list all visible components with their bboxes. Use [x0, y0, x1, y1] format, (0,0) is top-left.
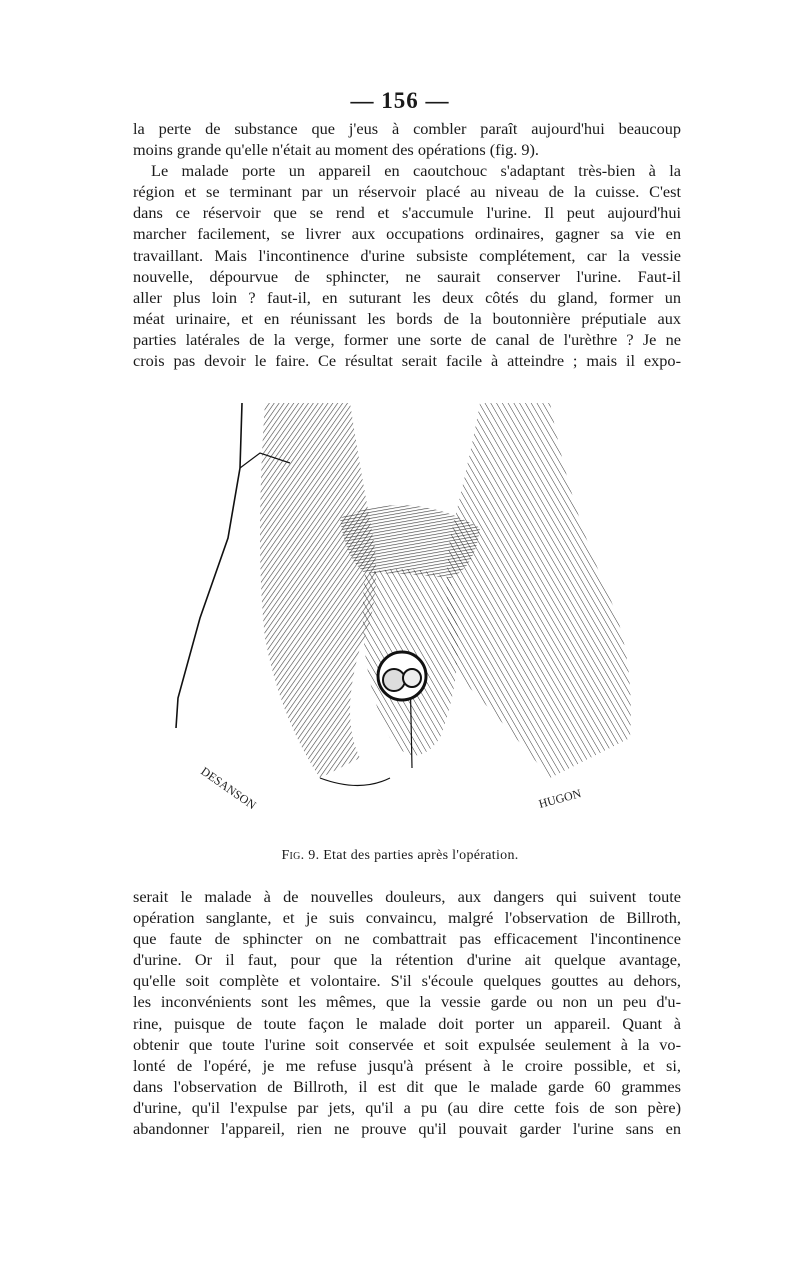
text-line: parties latérales de la verge, former une sorte de canal de l'urèthre ? Je ne: [133, 329, 681, 349]
figure-caption: [0, 848, 800, 864]
text-line: rine, puisque de toute façon le malade doit porter un appareil. Quant à: [133, 1013, 681, 1033]
text-line: travaillant. Mais l'incontinence d'urine subsiste complétement, car la vessie: [133, 245, 681, 265]
text-line: crois pas devoir le faire. Ce résultat serait facile à atteindre ; mais il expo-: [133, 351, 681, 371]
bottom-paragraph: [133, 886, 681, 1139]
text-line: la perte de substance que j'eus à combler paraît aujourd'hui beaucoup: [133, 119, 681, 138]
text-line: opération sanglante, et je suis convaincu, malgré l'observation de Billroth,: [133, 908, 681, 928]
text-line: lonté de l'opéré, je me refuse jusqu'à présent à le croire possible, et si,: [133, 1055, 681, 1075]
text-line: serait le malade à de nouvelles douleurs, aux dangers qui suivent toute: [133, 887, 681, 906]
engraver-signature-left: DESANSON: [198, 763, 259, 813]
top-paragraph: [133, 118, 681, 371]
text-line: dans l'observation de Billroth, il est dit que le malade garde 60 grammes: [133, 1076, 681, 1096]
figure-label: Fig. 9.: [281, 848, 320, 863]
text-line: abandonner l'appareil, rien ne prouve qu'il pouvait garder l'urine sans en: [133, 1119, 681, 1139]
text-line: méat urinaire, et en réunissant les bords de la boutonnière préputiale aux: [133, 308, 681, 328]
engraver-signature-right: HUGON: [537, 786, 583, 811]
text-line: d'urine, qu'il l'expulse par jets, qu'il a pu (au dire cette fois de son père): [133, 1097, 681, 1117]
text-line: marcher facilement, se livrer aux occupations ordinaires, gagner sa vie en: [133, 224, 681, 244]
text-line: aller plus loin ? faut-il, en suturant les deux côtés du gland, former un: [133, 287, 681, 307]
text-line: que faute de sphincter on ne combattrait pas efficacement l'incontinence: [133, 929, 681, 949]
text-line: région et se terminant par un réservoir placé au niveau de la cuisse. C'est: [133, 182, 681, 202]
figure-caption-text: Etat des parties après l'opération.: [323, 848, 519, 863]
text-line: moins grande qu'elle n'était au moment des opérations (fig. 9).: [133, 140, 540, 160]
text-line: d'urine. Or il faut, pour que la rétention d'urine ait quelque avantage,: [133, 950, 681, 970]
text-line: les inconvénients sont les mêmes, que la vessie garde ou non un peu d'u-: [133, 992, 681, 1012]
text-line: Le malade porte un appareil en caoutchouc s'adaptant très-bien à la: [151, 161, 681, 181]
text-line: nouvelle, dépourvue de sphincter, ne saurait conserver l'urine. Faut-il: [133, 266, 681, 286]
page-number: — 156 —: [350, 88, 450, 113]
anatomical-engraving-figure: [170, 398, 640, 838]
text-line: obtenir que toute l'urine soit conservée et soit expulsée seulement à la vo-: [133, 1034, 681, 1054]
text-line: dans ce réservoir que se rend et s'accumule l'urine. Il peut aujourd'hui: [133, 203, 681, 223]
text-line: qu'elle soit complète et volontaire. S'il s'écoule quelques gouttes au dehors,: [133, 971, 681, 991]
